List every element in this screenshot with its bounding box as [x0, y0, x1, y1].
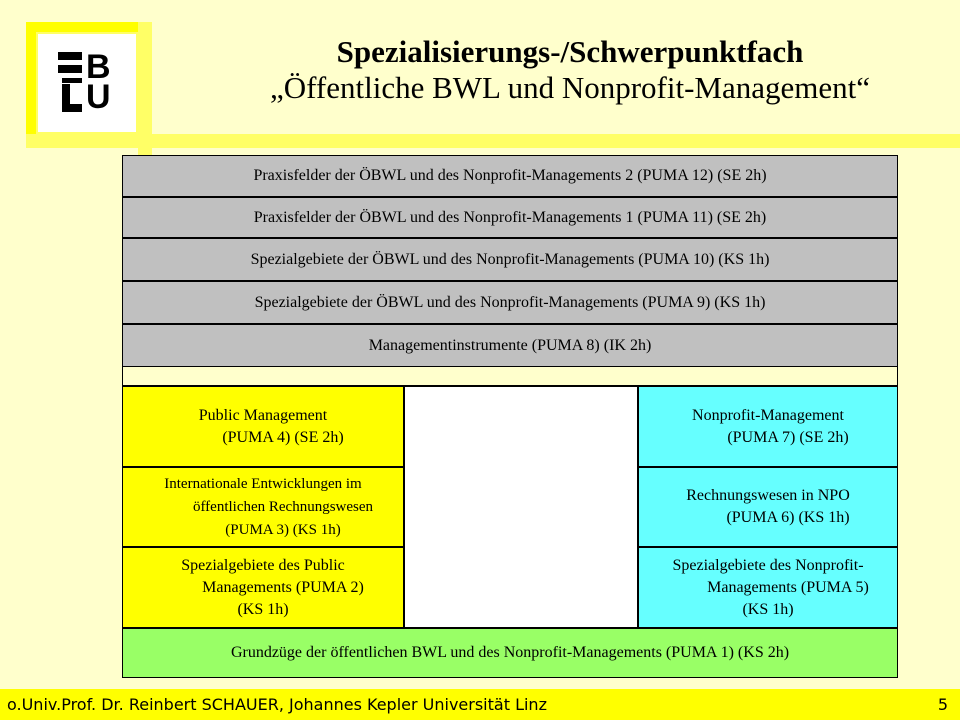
course-line: (PUMA 4) (SE 2h)	[222, 428, 344, 446]
footer-bar	[0, 689, 960, 720]
logo-letter-u: U	[86, 78, 111, 116]
course-cell-puma3	[122, 467, 404, 547]
course-line: (PUMA 6) (KS 1h)	[726, 509, 850, 526]
course-label: Managementinstrumente (PUMA 8) (IK 2h)	[368, 336, 652, 354]
course-line: (KS 1h)	[742, 600, 794, 618]
course-line: (KS 1h)	[237, 600, 289, 618]
title-line-1: Spezialisierungs-/Schwerpunktfach	[336, 34, 804, 69]
course-row-puma12	[122, 155, 898, 197]
empty-middle-column	[404, 386, 638, 628]
course-cell-puma7	[638, 386, 898, 467]
page-number: 5	[937, 695, 948, 714]
course-label: Praxisfelder der ÖBWL und des Nonprofit-Managements 1 (PUMA 11) (SE 2h)	[253, 208, 767, 226]
course-label: Grundzüge der öffentlichen BWL und des Nonprofit-Managements (PUMA 1) (KS 2h)	[230, 644, 790, 661]
footer-author: o.Univ.Prof. Dr. Reinbert SCHAUER, Johannes Kepler Universität Linz	[7, 695, 547, 714]
course-cell-puma6	[638, 467, 898, 547]
course-cell-puma2	[122, 547, 404, 628]
course-label: Praxisfelder der ÖBWL und des Nonprofit-Managements 2 (PUMA 12) (SE 2h)	[253, 167, 767, 184]
course-line: öffentlichen Rechnungswesen	[192, 498, 374, 515]
course-line: Internationale Entwicklungen im	[164, 475, 362, 492]
header-divider	[26, 134, 960, 148]
course-line: Nonprofit-Management	[692, 406, 844, 424]
page-title	[200, 34, 940, 106]
course-line: (PUMA 7) (SE 2h)	[727, 428, 849, 446]
course-label: Spezialgebiete der ÖBWL und des Nonprofit-Managements (PUMA 10) (KS 1h)	[250, 250, 770, 268]
course-row-puma1	[122, 628, 898, 678]
course-line: Spezialgebiete des Public	[181, 556, 345, 574]
course-line: Spezialgebiete des Nonprofit-	[672, 556, 864, 574]
course-line: Managements (PUMA 5)	[707, 578, 869, 596]
course-line: Managements (PUMA 2)	[202, 578, 364, 596]
course-line: Rechnungswesen in NPO	[686, 487, 850, 504]
course-row-puma9	[122, 281, 898, 324]
course-line: (PUMA 3) (KS 1h)	[225, 521, 341, 538]
course-cell-puma5	[638, 547, 898, 628]
course-row-puma11	[122, 197, 898, 238]
logo-letter-b: B	[86, 48, 111, 86]
course-row-puma8	[122, 324, 898, 367]
course-label: Spezialgebiete der ÖBWL und des Nonprofit-Managements (PUMA 9) (KS 1h)	[254, 293, 766, 311]
course-row-puma10	[122, 238, 898, 281]
logo-mark	[58, 48, 120, 116]
title-line-2: „Öffentliche BWL und Nonprofit-Management“	[270, 70, 870, 105]
course-cell-puma4	[122, 386, 404, 467]
course-line: Public Management	[198, 406, 328, 424]
spacer-row	[122, 367, 898, 386]
